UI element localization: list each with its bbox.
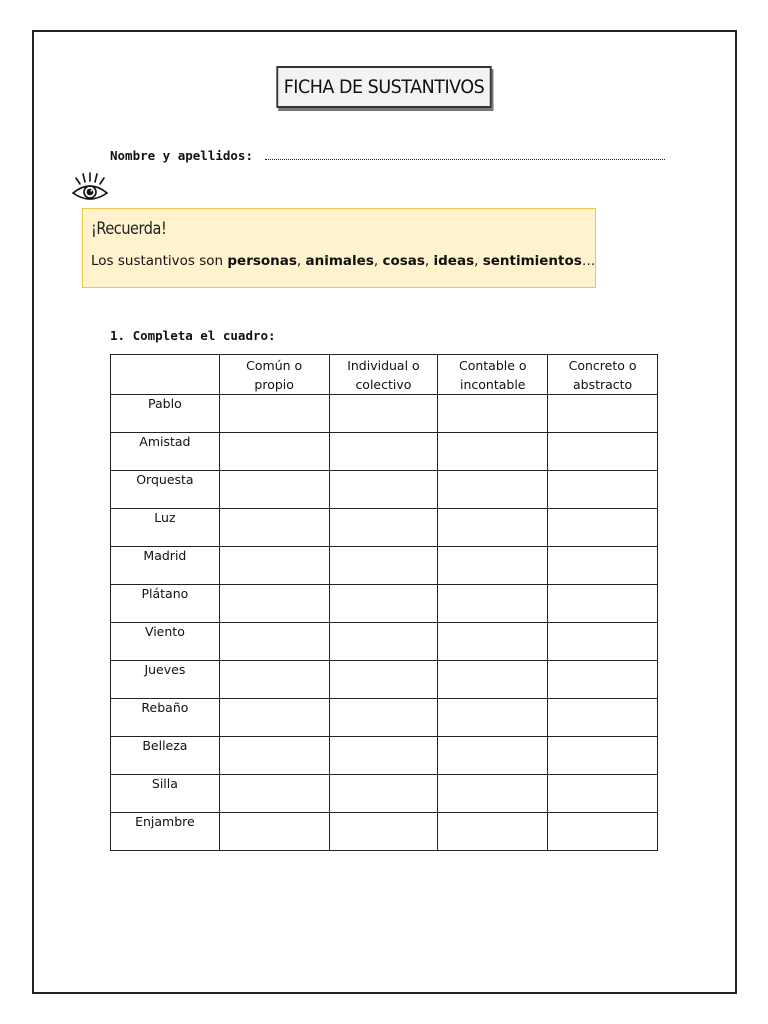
- remember-title: ¡Recuerda!: [91, 219, 167, 239]
- answer-cell[interactable]: [219, 395, 329, 433]
- noun-cell: Pablo: [111, 395, 220, 433]
- answer-cell[interactable]: [438, 395, 548, 433]
- table-row: [111, 737, 658, 775]
- worksheet-title: [276, 66, 491, 108]
- header-line: Individual o: [347, 358, 420, 373]
- answer-cell[interactable]: [438, 813, 548, 851]
- header-contable-incontable: [438, 355, 548, 395]
- table-row: [111, 813, 658, 851]
- classification-table: [110, 354, 658, 851]
- answer-cell[interactable]: [438, 775, 548, 813]
- table-row: [111, 585, 658, 623]
- answer-cell[interactable]: [219, 585, 329, 623]
- answer-cell[interactable]: [329, 699, 438, 737]
- answer-cell[interactable]: [438, 699, 548, 737]
- header-concreto-abstracto: [548, 355, 658, 395]
- name-field-blank[interactable]: [265, 149, 665, 160]
- answer-cell[interactable]: [548, 585, 658, 623]
- answer-cell[interactable]: [219, 509, 329, 547]
- answer-cell[interactable]: [548, 623, 658, 661]
- name-field-label: Nombre y apellidos:: [110, 148, 253, 163]
- answer-cell[interactable]: [438, 623, 548, 661]
- noun-cell: Silla: [111, 775, 220, 813]
- answer-cell[interactable]: [329, 775, 438, 813]
- answer-cell[interactable]: [438, 433, 548, 471]
- remember-text: [91, 253, 595, 269]
- answer-cell[interactable]: [329, 813, 438, 851]
- noun-cell: Rebaño: [111, 699, 220, 737]
- header-line: Concreto o: [568, 358, 637, 373]
- header-line: incontable: [460, 377, 526, 392]
- noun-cell: Viento: [111, 623, 220, 661]
- noun-cell: Orquesta: [111, 471, 220, 509]
- header-individual-colectivo: [329, 355, 438, 395]
- noun-cell: Amistad: [111, 433, 220, 471]
- answer-cell[interactable]: [329, 471, 438, 509]
- header-blank: [111, 355, 220, 395]
- remember-item-cosas: cosas: [382, 253, 425, 269]
- answer-cell[interactable]: [219, 471, 329, 509]
- header-line: abstracto: [572, 377, 633, 392]
- answer-cell[interactable]: [548, 699, 658, 737]
- answer-cell[interactable]: [329, 395, 438, 433]
- answer-cell[interactable]: [219, 699, 329, 737]
- answer-cell[interactable]: [219, 547, 329, 585]
- table-row: [111, 395, 658, 433]
- header-comun-propio: [219, 355, 329, 395]
- remember-item-sentimientos: sentimientos: [482, 253, 582, 269]
- eye-icon: [70, 172, 110, 204]
- table-row: [111, 699, 658, 737]
- answer-cell[interactable]: [219, 813, 329, 851]
- answer-cell[interactable]: [548, 813, 658, 851]
- answer-cell[interactable]: [438, 471, 548, 509]
- remember-item-personas: personas: [227, 253, 297, 269]
- table-header-row: [111, 355, 658, 395]
- answer-cell[interactable]: [548, 471, 658, 509]
- answer-cell[interactable]: [438, 661, 548, 699]
- answer-cell[interactable]: [329, 585, 438, 623]
- noun-cell: Jueves: [111, 661, 220, 699]
- remember-text-suffix: …: [581, 253, 596, 269]
- answer-cell[interactable]: [329, 547, 438, 585]
- answer-cell[interactable]: [329, 433, 438, 471]
- table-row: [111, 547, 658, 585]
- table-row: [111, 775, 658, 813]
- answer-cell[interactable]: [548, 775, 658, 813]
- answer-cell[interactable]: [548, 737, 658, 775]
- answer-cell[interactable]: [548, 433, 658, 471]
- noun-cell: Enjambre: [111, 813, 220, 851]
- noun-cell: Madrid: [111, 547, 220, 585]
- table-row: [111, 509, 658, 547]
- table-row: [111, 471, 658, 509]
- table-row: [111, 623, 658, 661]
- answer-cell[interactable]: [548, 395, 658, 433]
- noun-cell: Plátano: [111, 585, 220, 623]
- table-row: [111, 433, 658, 471]
- answer-cell[interactable]: [329, 509, 438, 547]
- separator: ,: [296, 253, 306, 269]
- separator: ,: [373, 253, 383, 269]
- answer-cell[interactable]: [438, 509, 548, 547]
- answer-cell[interactable]: [438, 737, 548, 775]
- name-field: [110, 148, 670, 163]
- answer-cell[interactable]: [548, 547, 658, 585]
- header-line: colectivo: [355, 377, 412, 392]
- answer-cell[interactable]: [219, 623, 329, 661]
- header-line: Contable o: [458, 358, 527, 373]
- remember-text-prefix: Los sustantivos son: [91, 253, 228, 269]
- header-line: Común o: [246, 358, 303, 373]
- answer-cell[interactable]: [219, 661, 329, 699]
- separator: ,: [474, 253, 483, 269]
- answer-cell[interactable]: [219, 433, 329, 471]
- worksheet-title-text: FICHA DE SUSTANTIVOS: [283, 76, 485, 98]
- answer-cell[interactable]: [548, 509, 658, 547]
- noun-cell: Belleza: [111, 737, 220, 775]
- remember-box: [82, 208, 596, 288]
- answer-cell[interactable]: [438, 547, 548, 585]
- answer-cell[interactable]: [219, 775, 329, 813]
- header-line: propio: [254, 377, 294, 392]
- table-row: [111, 661, 658, 699]
- answer-cell[interactable]: [438, 585, 548, 623]
- answer-cell[interactable]: [219, 737, 329, 775]
- remember-item-ideas: ideas: [433, 253, 475, 269]
- answer-cell[interactable]: [548, 661, 658, 699]
- noun-cell: Luz: [111, 509, 220, 547]
- answer-cell[interactable]: [329, 623, 438, 661]
- separator: ,: [424, 253, 434, 269]
- remember-item-animales: animales: [305, 253, 374, 269]
- answer-cell[interactable]: [329, 737, 438, 775]
- exercise-label: 1. Completa el cuadro:: [110, 328, 276, 343]
- answer-cell[interactable]: [329, 661, 438, 699]
